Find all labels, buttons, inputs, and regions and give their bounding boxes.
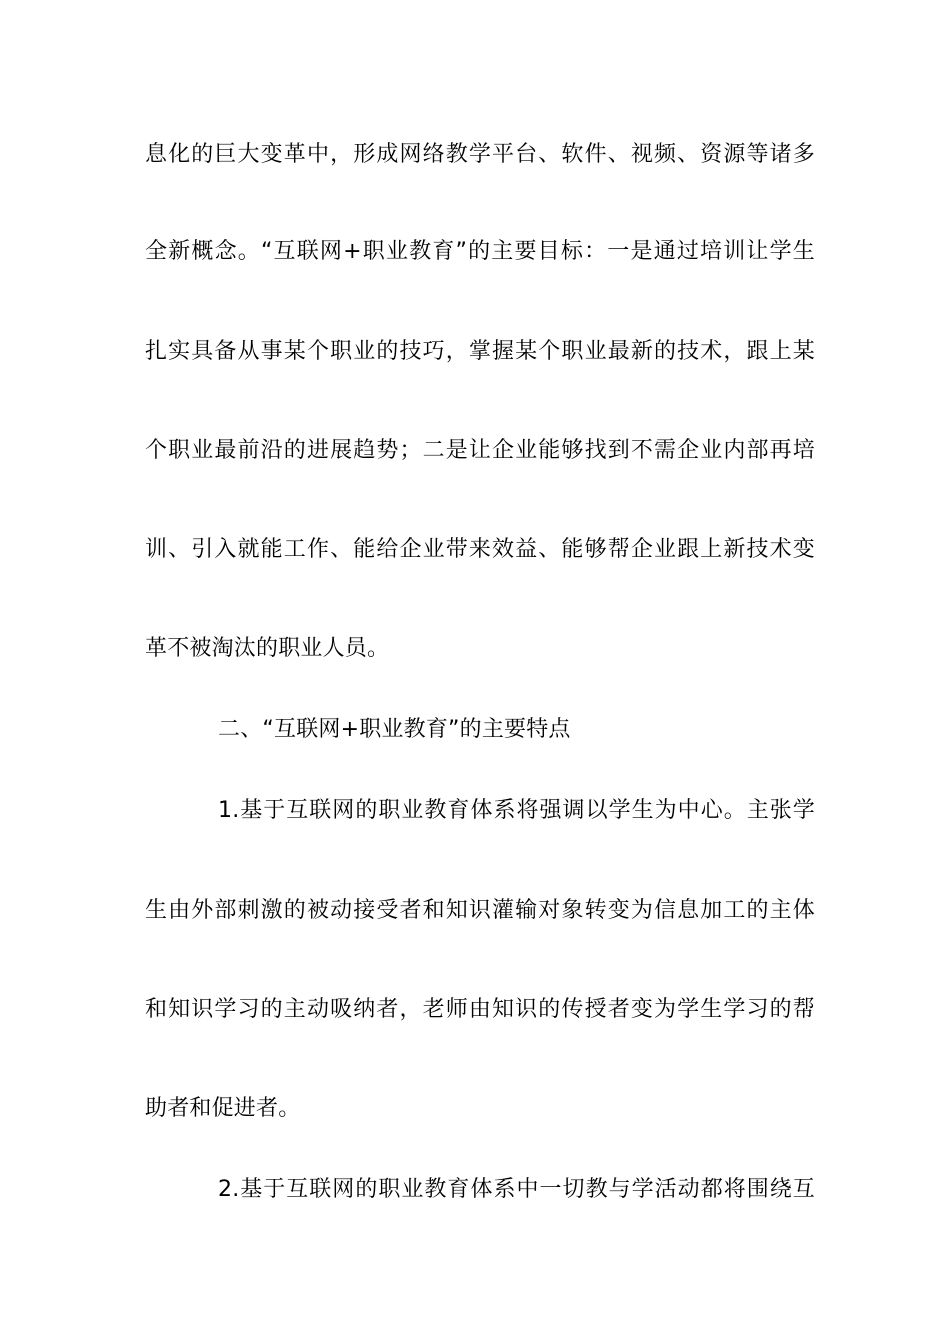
section-heading: 二、“互联网+职业教育”的主要特点: [218, 717, 571, 742]
paragraph-line-first: 2.基于互联网的职业教育体系中一切教与学活动都将围绕互: [218, 1177, 815, 1202]
paragraph-line: 全新概念。“互联网+职业教育”的主要目标：一是通过培训让学生: [145, 239, 815, 264]
paragraph-line: 息化的巨大变革中，形成网络教学平台、软件、视频、资源等诸多: [145, 142, 815, 167]
paragraph-line: 个职业最前沿的进展趋势；二是让企业能够找到不需企业内部再培: [145, 438, 815, 463]
paragraph-line: 生由外部刺激的被动接受者和知识灌输对象转变为信息加工的主体: [145, 898, 815, 923]
paragraph-line: 训、引入就能工作、能给企业带来效益、能够帮企业跟上新技术变: [145, 537, 815, 562]
paragraph-line: 和知识学习的主动吸纳者，老师由知识的传授者变为学生学习的帮: [145, 997, 815, 1022]
paragraph-line-first: 1.基于互联网的职业教育体系将强调以学生为中心。主张学: [218, 798, 815, 823]
paragraph-line: 扎实具备从事某个职业的技巧，掌握某个职业最新的技术，跟上某: [145, 339, 815, 364]
paragraph-line-last: 革不被淘汰的职业人员。: [145, 636, 390, 661]
paragraph-line-last: 助者和促进者。: [145, 1096, 301, 1121]
